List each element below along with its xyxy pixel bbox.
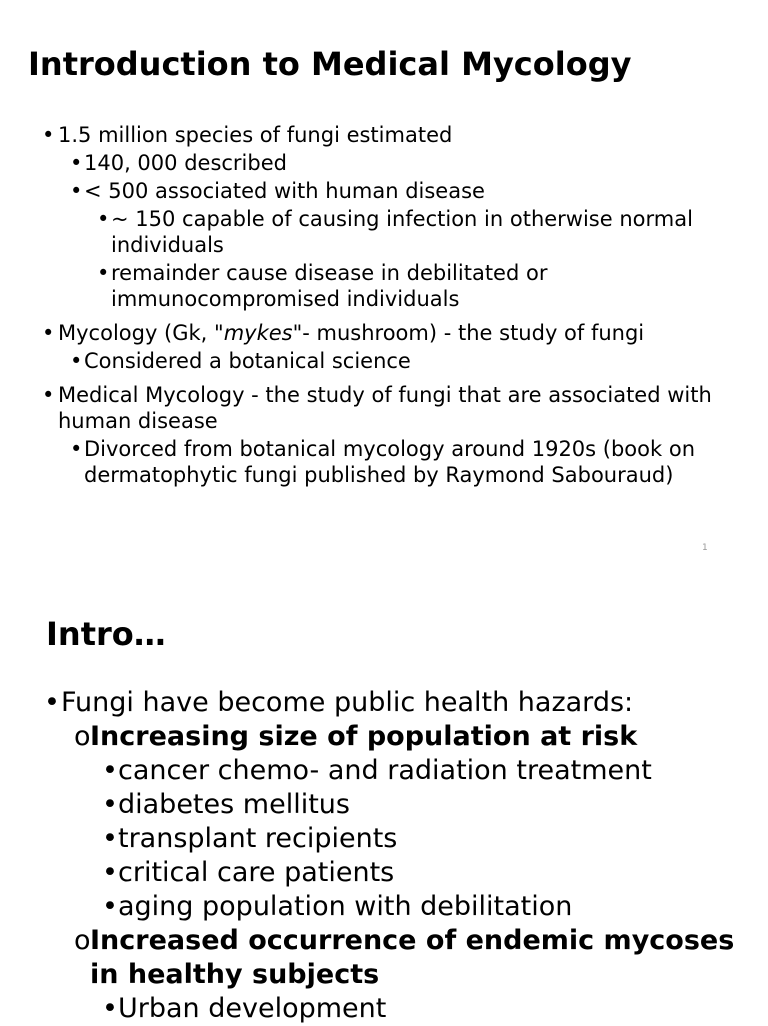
sub-heading-text: Increased occurrence of endemic mycoses in healthy subjects xyxy=(90,925,735,990)
bullet-text: < 500 associated with human disease xyxy=(84,179,485,203)
bullet-text: Fungi have become public health hazards: xyxy=(61,687,634,718)
bullet-text: Considered a botanical science xyxy=(84,349,411,373)
circle-bullet-marker: o xyxy=(74,925,91,956)
bullet-marker: • xyxy=(102,823,118,854)
bullet-item xyxy=(42,320,732,346)
bullet-item xyxy=(42,348,732,374)
bullet-text: 1.5 million species of fungi estimated xyxy=(58,123,453,147)
bullet-item xyxy=(42,260,732,312)
bullet-marker: • xyxy=(102,789,118,820)
sub-heading-item xyxy=(44,720,744,754)
bullet-text: Medical Mycology - the study of fungi that are associated with human disease xyxy=(58,383,712,433)
bullet-text: diabetes mellitus xyxy=(118,789,350,820)
bullet-marker: • xyxy=(70,349,83,373)
bullet-text: aging population with debilitation xyxy=(118,891,573,922)
bullet-text: critical care patients xyxy=(118,857,395,888)
bullet-list xyxy=(44,686,744,1026)
sub-heading-item xyxy=(44,924,744,992)
bullet-item xyxy=(42,382,732,434)
bullet-text: transplant recipients xyxy=(118,823,398,854)
bullet-marker: • xyxy=(102,857,118,888)
bullet-marker: • xyxy=(70,179,83,203)
bullet-item xyxy=(44,890,744,924)
bullet-text: Divorced from botanical mycology around 1920s (book on dermatophytic fungi published by Raymond Sabouraud) xyxy=(84,437,695,487)
bullet-text xyxy=(58,320,732,346)
bullet-marker: • xyxy=(97,261,110,285)
bullet-marker: • xyxy=(70,437,83,461)
bullet-item xyxy=(42,150,732,176)
bullet-item xyxy=(42,122,732,148)
sub-heading-text: Increasing size of population at risk xyxy=(90,721,638,752)
bullet-item xyxy=(44,754,744,788)
bullet-item xyxy=(44,856,744,890)
bullet-item xyxy=(42,436,732,488)
bullet-text: 140, 000 described xyxy=(84,151,287,175)
bullet-marker: • xyxy=(42,383,55,407)
bullet-item xyxy=(42,206,732,258)
italic-term: mykes xyxy=(223,321,293,345)
bullet-marker: • xyxy=(42,123,55,147)
bullet-list xyxy=(42,120,732,488)
bullet-marker: • xyxy=(102,993,118,1024)
bullet-item xyxy=(44,822,744,856)
bullet-marker: • xyxy=(97,207,110,231)
slide-number: 1 xyxy=(702,543,708,553)
bullet-item xyxy=(42,178,732,204)
slide-title: Introduction to Medical Mycology xyxy=(28,45,632,83)
bullet-marker: • xyxy=(102,891,118,922)
bullet-marker: • xyxy=(42,321,55,345)
bullet-marker: • xyxy=(70,151,83,175)
circle-bullet-marker: o xyxy=(74,721,91,752)
bullet-item xyxy=(44,992,744,1026)
bullet-text: Urban development xyxy=(118,993,387,1024)
bullet-item xyxy=(44,686,744,720)
bullet-text-part: Mycology (Gk, " xyxy=(58,321,224,345)
bullet-marker: • xyxy=(102,755,118,786)
bullet-text: remainder cause disease in debilitated or immunocompromised individuals xyxy=(111,261,548,311)
bullet-item xyxy=(44,788,744,822)
bullet-marker: • xyxy=(44,687,60,718)
slide-2 xyxy=(0,600,768,1024)
bullet-text-part: "- mushroom) - the study of fungi xyxy=(292,321,645,345)
bullet-text: cancer chemo- and radiation treatment xyxy=(118,755,652,786)
slide-title: Intro… xyxy=(46,615,166,653)
bullet-text: ~ 150 capable of causing infection in otherwise normal individuals xyxy=(111,207,693,257)
